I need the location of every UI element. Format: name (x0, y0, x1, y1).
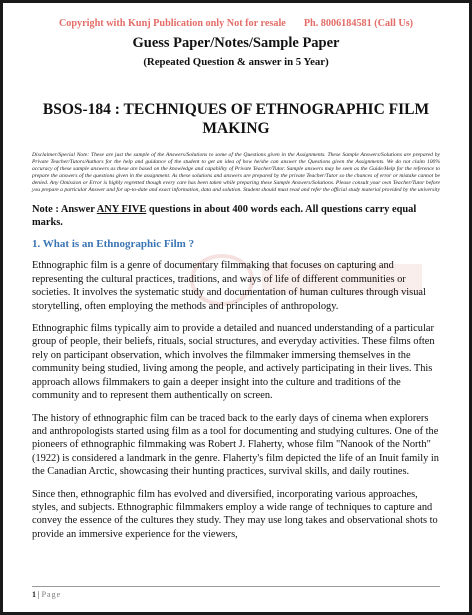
note-suffix: questions in about 400 words each. All questions carry equal marks. (32, 204, 417, 229)
document-title: BSOS-184 : TECHNIQUES OF ETHNOGRAPHIC FILM MAKING (42, 101, 430, 137)
page-footer (32, 586, 440, 599)
answer-paragraph: The history of ethnographic film can be traced back to the early days of cinema when explorers and anthropologists started using film as a tool for documenting and studying cultures. One of the pioneers of ethnographic filmmaking was Robert J. Flaherty, whose film "Nanook of the North" (1922) is considered a landmark in the genre. Flaherty's film depicted the life of an Inuit family in the Canadian Arctic, showcasing their hunting practices, survival skills, and daily routines. (32, 412, 439, 478)
answer-paragraph: Since then, ethnographic film has evolved and diversified, incorporating various approaches, styles, and subjects. Ethnographic filmmakers employ a wide range of techniques to capture and convey the essence of the cultures they study. They may use long takes and observational shots to provide an immersive experience for the viewers, (32, 488, 438, 540)
contact-phone: Ph. 8006184581 (Call Us) (303, 18, 414, 29)
disclaimer-note: Disclaimer/Special Note: These are just the sample of the Answers/Solutions to some of the Questions given in the Assignments. These Sample Answers/Solutions are prepared by Private Teacher/Tutors/Authors for the help and guidance of the student to get an idea of how he/she can answer the Questions given the Assignments. We do not claim 100% accuracy of these sample answers as these are based on the knowledge and capability of Private Teacher/Tutor. Sample answers may be seen as the Guide/Help for the reference to prepare the answers of the questions given in the assignment. As these solutions and answers are prepared by the private Teacher/Tutor so the chances of error or mistake cannot be denied. Any Omission or Error is highly regretted though every care has been taken while preparing these Sample Answers/Solutions. Please consult your own Teacher/Tutor before you prepare a particular Answer and for up-to-date and exact information, data and solution. Student should must read and refer the official study material provided by the university (32, 152, 440, 193)
guess-paper-heading: Guess Paper/Notes/Sample Paper (132, 35, 340, 51)
footer-separator: | (36, 590, 42, 599)
page-number: 1 (32, 590, 36, 599)
instruction-note (32, 203, 440, 229)
question-heading: 1. What is an Ethnographic Film ? (32, 238, 195, 251)
repeated-subheading: (Repeated Question & answer in 5 Year) (143, 56, 329, 68)
note-prefix: Note : Answer (32, 204, 95, 216)
page-label: Page (41, 590, 62, 599)
answer-paragraph: Ethnographic films typically aim to provide a detailed and nuanced understanding of a particular group of people, their beliefs, rituals, social structures, and everyday activities. These films often rely on participant observation, which involves the filmmaker immersing themselves in the community being studied, living among the people, and actively participating in their lives. This approach allows filmmakers to gain a deeper insight into the culture and traditions of the community and to represent them authentically on screen. (32, 323, 435, 402)
copyright-text: Copyright with Kunj Publication only Not for resale (58, 18, 286, 29)
copyright-notice (32, 18, 440, 29)
answer-paragraph: Ethnographic film is a genre of documentary filmmaking that focuses on capturing and representing the cultural practices, traditions, and ways of life of different communities or societies. It involves the systematic study and documentation of human cultures through visual storytelling, often employing the methods and principles of anthropology. (32, 260, 426, 312)
note-emphasis: ANY FIVE (96, 204, 147, 216)
repeated-text: Repeated Question & answer in 5 Year (146, 56, 326, 68)
